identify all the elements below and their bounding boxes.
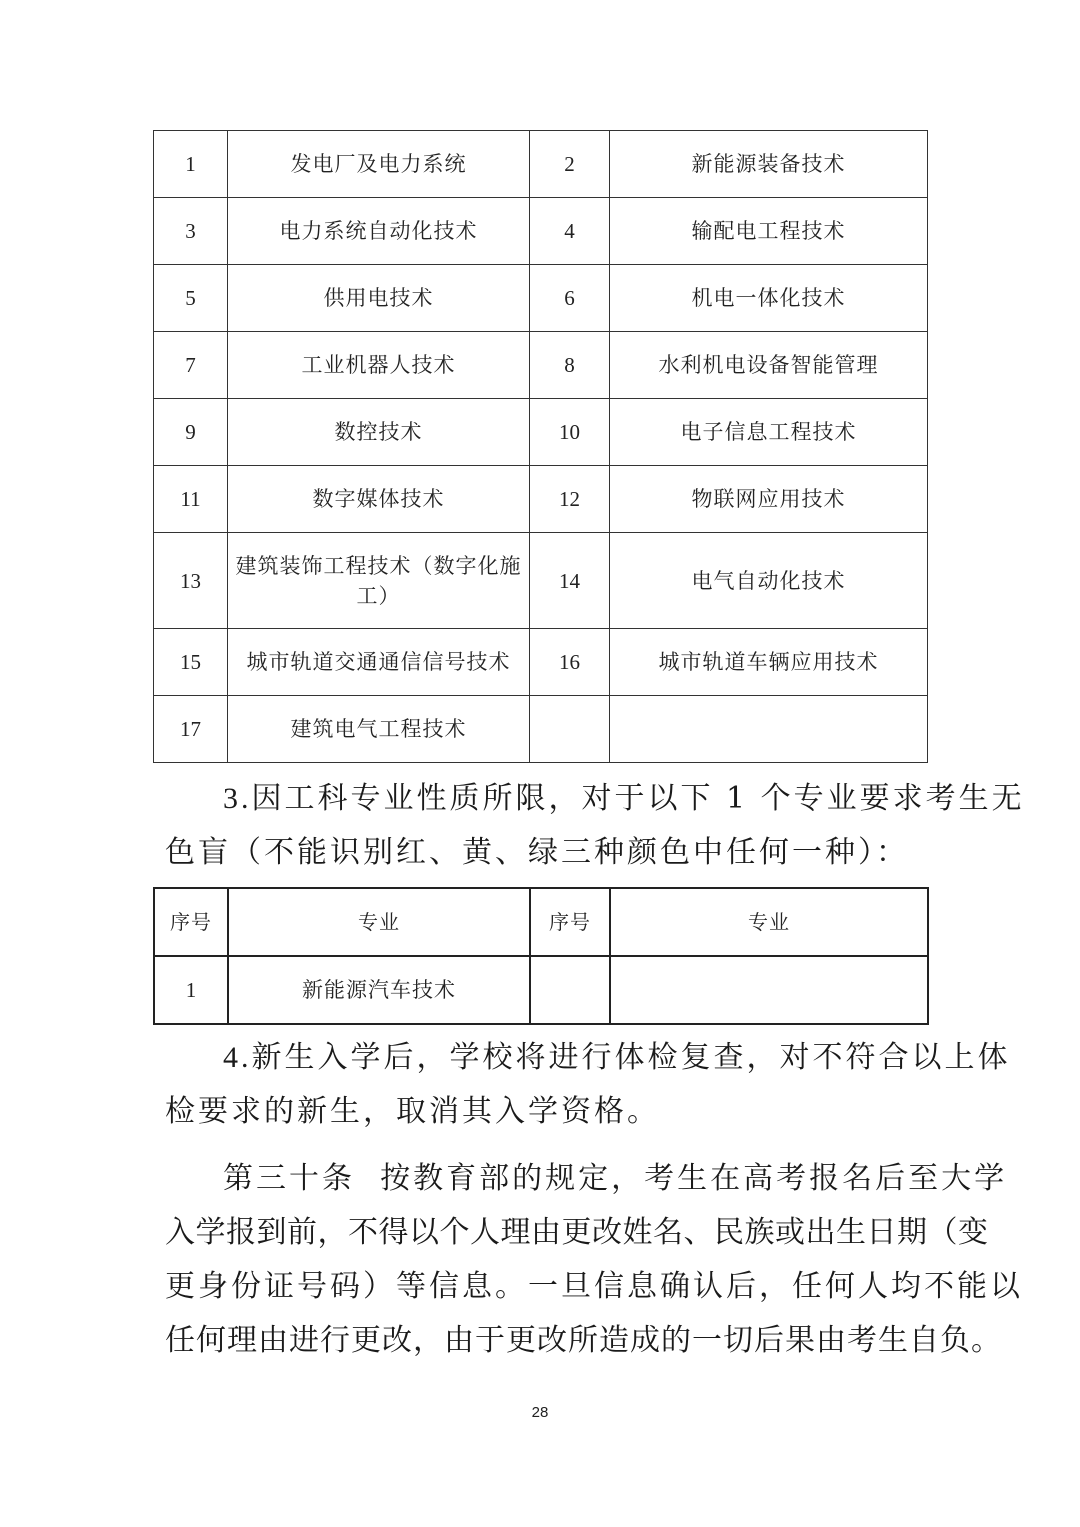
- table-row: [154, 265, 928, 332]
- serial-number: 11: [154, 466, 228, 533]
- article-text-line: 更身份证号码）等信息。一旦信息确认后，任何人均不能以: [165, 1269, 1023, 1304]
- table-row: [154, 399, 928, 466]
- major-name: 机电一体化技术: [610, 265, 928, 332]
- clause-3-paragraph: [165, 772, 1025, 880]
- major-name: 供用电技术: [228, 265, 530, 332]
- major-name: 电子信息工程技术: [610, 399, 928, 466]
- serial-number: 5: [154, 265, 228, 332]
- serial-number: 2: [530, 131, 610, 198]
- clause-text-line: 色盲（不能识别红、黄、绿三种颜色中任何一种）：: [165, 835, 909, 870]
- major-name: 数字媒体技术: [228, 466, 530, 533]
- serial-number: [530, 696, 610, 763]
- serial-number: 3: [154, 198, 228, 265]
- major-name: 电气自动化技术: [610, 533, 928, 629]
- major-name: [610, 956, 928, 1024]
- major-name: 城市轨道车辆应用技术: [610, 629, 928, 696]
- serial-number: 4: [530, 198, 610, 265]
- article-text-line: 入学报到前，不得以个人理由更改姓名、民族或出生日期（变: [165, 1215, 989, 1250]
- clause-text-line: 检要求的新生，取消其入学资格。: [165, 1094, 660, 1129]
- colorblind-requirement-table: [153, 887, 929, 1025]
- clause-number: 3.: [223, 782, 252, 815]
- column-header-major: 专业: [228, 888, 530, 956]
- clause-number: 4.: [223, 1041, 252, 1074]
- major-name: 新能源装备技术: [610, 131, 928, 198]
- major-name: [610, 696, 928, 763]
- table-row: [154, 533, 928, 629]
- table-row: [154, 466, 928, 533]
- table-row: [154, 131, 928, 198]
- major-name: 建筑装饰工程技术（数字化施工）: [228, 533, 530, 629]
- table-row: [154, 332, 928, 399]
- major-name: 发电厂及电力系统: [228, 131, 530, 198]
- article-30-paragraph: [165, 1152, 1023, 1368]
- serial-number: 13: [154, 533, 228, 629]
- major-name: 输配电工程技术: [610, 198, 928, 265]
- serial-number: 16: [530, 629, 610, 696]
- table-row: [154, 198, 928, 265]
- article-text-line: 第三十条 按教育部的规定，考生在高考报名后至大学: [223, 1161, 1008, 1196]
- table-row: [154, 696, 928, 763]
- table-row: [154, 629, 928, 696]
- major-name: 新能源汽车技术: [228, 956, 530, 1024]
- major-name: 建筑电气工程技术: [228, 696, 530, 763]
- table-header-row: [154, 888, 928, 956]
- major-name: 水利机电设备智能管理: [610, 332, 928, 399]
- column-header-serial: 序号: [530, 888, 610, 956]
- serial-number: 9: [154, 399, 228, 466]
- major-name: 电力系统自动化技术: [228, 198, 530, 265]
- serial-number: 6: [530, 265, 610, 332]
- clause-text-line: 新生入学后，学校将进行体检复查，对不符合以上体: [251, 1040, 1011, 1075]
- clause-text-line: 因工科专业性质所限，对于以下 1 个专业要求考生无: [251, 781, 1025, 816]
- major-name: 数控技术: [228, 399, 530, 466]
- column-header-major: 专业: [610, 888, 928, 956]
- serial-number: 8: [530, 332, 610, 399]
- page-number: 28: [531, 1404, 549, 1421]
- serial-number: 1: [154, 131, 228, 198]
- serial-number: 12: [530, 466, 610, 533]
- major-name: 城市轨道交通通信信号技术: [228, 629, 530, 696]
- serial-number: 10: [530, 399, 610, 466]
- serial-number: [530, 956, 610, 1024]
- major-name: 物联网应用技术: [610, 466, 928, 533]
- serial-number: 1: [154, 956, 228, 1024]
- table-row: [154, 956, 928, 1024]
- clause-4-paragraph: [165, 1031, 1011, 1139]
- serial-number: 15: [154, 629, 228, 696]
- serial-number: 14: [530, 533, 610, 629]
- major-name: 工业机器人技术: [228, 332, 530, 399]
- serial-number: 7: [154, 332, 228, 399]
- serial-number: 17: [154, 696, 228, 763]
- column-header-serial: 序号: [154, 888, 228, 956]
- article-text-line: 任何理由进行更改，由于更改所造成的一切后果由考生自负。: [165, 1323, 1002, 1358]
- majors-table: [153, 130, 928, 763]
